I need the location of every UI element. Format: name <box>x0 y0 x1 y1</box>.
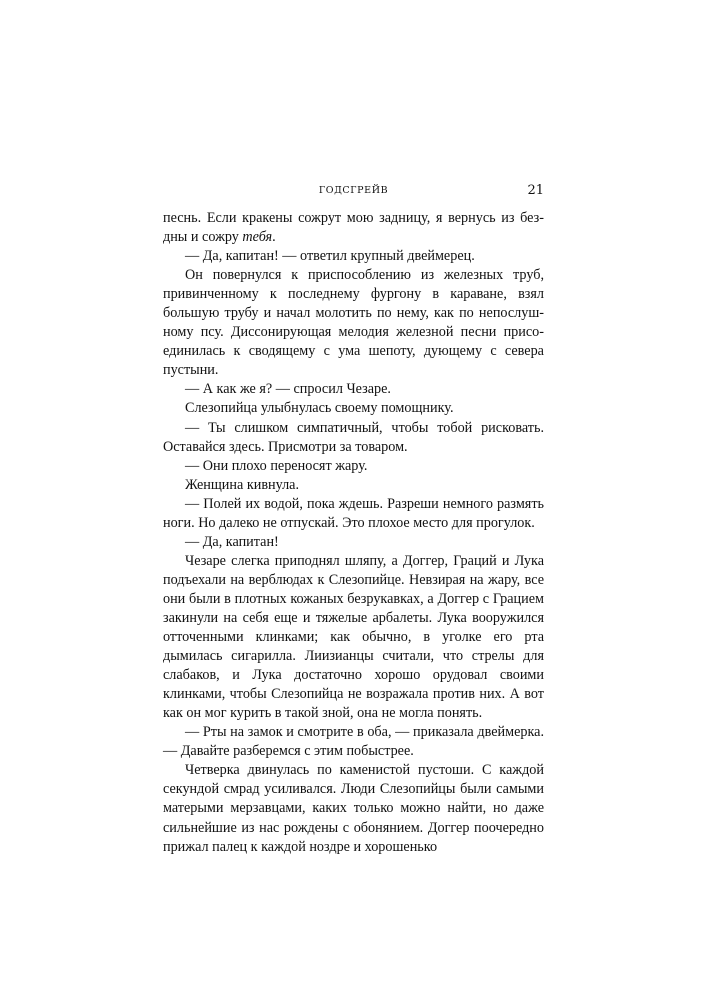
paragraph-text: песнь. Если кракены сожрут мою задницу, я вернусь из бездны и сожру <box>163 210 544 246</box>
paragraph <box>163 533 544 552</box>
paragraph <box>163 266 544 380</box>
paragraph <box>163 419 544 457</box>
paragraph-text: Он повернулся к приспособлению из железных труб, привинченному к последнему фургону в караване, взял большую трубу и начал молотить по нему, как по непослушному псу. Диссонирующая мелодия железной песни присоединилась к сводящему с ума шепоту, дующему с севера пустыни. <box>163 267 544 379</box>
paragraph-text: — Ты слишком симпатичный, чтобы тобой рисковать. Оставайся здесь. Присмотри за товаром. <box>163 419 544 455</box>
paragraph-text: — Рты на замок и смотрите в оба, — приказала двеймерка. — Давайте разберемся с этим побыстрее. <box>163 724 544 760</box>
paragraph <box>163 457 544 476</box>
paragraph-text: Слезопийца улыбнулась своему помощнику. <box>185 400 454 417</box>
emphasized-word: тебя <box>242 229 273 246</box>
paragraph-text: — Да, капитан! <box>185 533 279 550</box>
running-title: ГОДСГРЕЙВ <box>318 185 389 196</box>
body-text <box>163 209 544 857</box>
paragraph-text: — Полей их водой, пока ждешь. Разреши немного размять ноги. Но далеко не отпускай. Это плохое место для прогулок. <box>163 495 544 531</box>
paragraph <box>163 380 544 399</box>
paragraph <box>163 552 544 723</box>
paragraph-text: — А как же я? — спросил Чезаре. <box>185 381 391 398</box>
paragraph-text: Четверка двинулась по каменистой пустоши. С каждой секундой смрад усиливался. Люди Слезопийцы были самыми матерыми мерзавцами, каких только можно найти, но даже сильнейшие из нас рождены с обонянием. Доггер поочередно прижал палец к каждой ноздре и хорошенько <box>163 762 544 855</box>
paragraph <box>163 399 544 418</box>
paragraph <box>163 476 544 495</box>
paragraph-text-end: . <box>272 229 276 246</box>
paragraph <box>163 209 544 247</box>
paragraph-text: — Они плохо переносят жару. <box>185 457 368 474</box>
paragraph-text: Женщина кивнула. <box>185 476 300 493</box>
paragraph <box>163 761 544 856</box>
paragraph-text: Чезаре слегка приподнял шляпу, а Доггер, Граций и Лука подъехали на верблюдах к Слезопийце. Невзирая на жару, все они были в плотных кожаных безрукавках, а Доггер с Грацием закинули на себя еще и тяжелые арбалеты. Лука вооружился отточенными клинками; как обычно, в уголке его рта дымилась сигарилла. Лиизианцы считали, что стрелы для слабаков, и Лука достаточно хорошо орудовал своими клинками, чтобы Слезопийца не возражала против них. А вот как он мог курить в такой зной, она не могла понять. <box>163 552 544 722</box>
paragraph <box>163 723 544 761</box>
page-header <box>163 183 544 199</box>
paragraph-text: — Да, капитан! — ответил крупный двеймерец. <box>185 248 475 265</box>
paragraph <box>163 495 544 533</box>
page-number: 21 <box>527 183 544 198</box>
paragraph <box>163 247 544 266</box>
